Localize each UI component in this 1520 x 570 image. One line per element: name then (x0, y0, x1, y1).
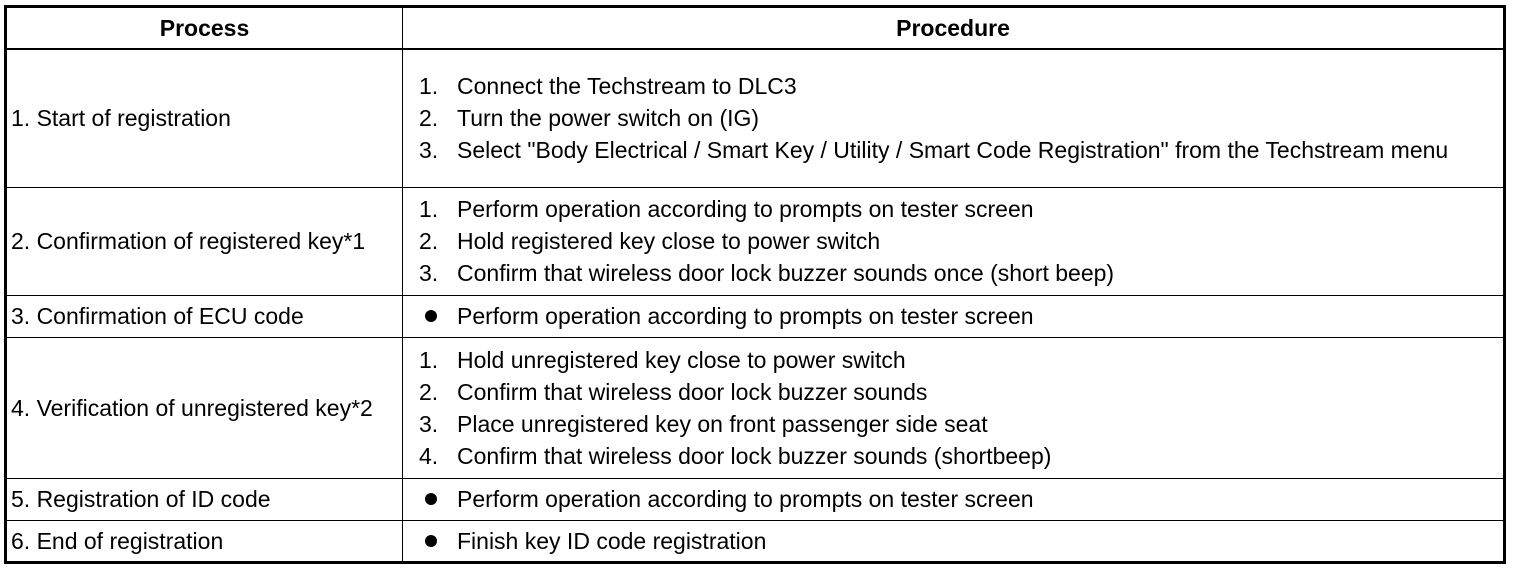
procedure-step (419, 376, 1473, 408)
step-number: 3. (419, 410, 439, 437)
step-number: 3. (419, 260, 439, 286)
step-number: 3. (419, 137, 439, 164)
step-text: Confirm that wireless door lock buzzer sounds (457, 378, 928, 405)
process-cell: 3. Confirmation of ECU code (6, 295, 403, 337)
step-text: Perform operation according to prompts on tester screen (457, 303, 1034, 329)
table-body (6, 49, 1505, 562)
procedure-step (419, 257, 1473, 289)
step-text: Hold unregistered key close to power switch (457, 346, 906, 373)
procedure-step (419, 70, 1473, 102)
procedure-cell (403, 478, 1505, 520)
procedure-step (419, 525, 1473, 557)
procedure-step (419, 483, 1473, 515)
step-number: 2. (419, 105, 439, 132)
bullet-icon (419, 300, 457, 332)
step-text: Confirm that wireless door lock buzzer sounds once (short beep) (457, 260, 1115, 286)
procedure-cell (403, 337, 1505, 478)
process-cell: 5. Registration of ID code (6, 478, 403, 520)
step-text: Perform operation according to prompts on tester screen (457, 486, 1034, 512)
process-cell: 4. Verification of unregistered key*2 (6, 337, 403, 478)
header-procedure: Procedure (403, 7, 1505, 50)
step-text: Hold registered key close to power switch (457, 228, 881, 254)
header-row (6, 7, 1505, 50)
table-row (6, 295, 1505, 337)
procedure-cell (403, 295, 1505, 337)
procedure-step (419, 440, 1473, 472)
step-text: Finish key ID code registration (457, 527, 767, 554)
table-row (6, 520, 1505, 562)
procedure-step (419, 225, 1473, 257)
step-number: 4. (419, 442, 439, 469)
header-process: Process (6, 7, 403, 50)
procedure-step (419, 300, 1473, 332)
process-cell: 2. Confirmation of registered key*1 (6, 187, 403, 295)
procedure-table-container (4, 5, 1506, 562)
step-number: 2. (419, 228, 439, 254)
table-row (6, 187, 1505, 295)
step-number: 1. (419, 196, 439, 222)
step-text: Place unregistered key on front passenger side seat (457, 410, 988, 437)
procedure-step (419, 193, 1473, 225)
process-cell: 1. Start of registration (6, 49, 403, 187)
step-text: Confirm that wireless door lock buzzer sounds (shortbeep) (457, 442, 1052, 469)
step-text: Perform operation according to prompts on tester screen (457, 196, 1034, 222)
procedure-cell (403, 49, 1505, 187)
procedure-step (419, 344, 1473, 376)
bullet-icon (419, 525, 457, 557)
table-row (6, 49, 1505, 187)
step-text: Turn the power switch on (IG) (457, 105, 760, 132)
step-number: 1. (419, 73, 439, 100)
table-row (6, 337, 1505, 478)
table-row (6, 478, 1505, 520)
procedure-cell (403, 187, 1505, 295)
step-text: Select "Body Electrical / Smart Key / Utility / Smart Code Registration" from the Techstream menu (457, 137, 1449, 164)
procedure-step (419, 102, 1473, 134)
step-number: 2. (419, 378, 439, 405)
procedure-step (419, 134, 1473, 166)
step-number: 1. (419, 346, 439, 373)
registration-procedure-table (4, 5, 1506, 564)
step-text: Connect the Techstream to DLC3 (457, 73, 797, 100)
procedure-step (419, 408, 1473, 440)
process-cell: 6. End of registration (6, 520, 403, 562)
procedure-cell (403, 520, 1505, 562)
bullet-icon (419, 483, 457, 515)
